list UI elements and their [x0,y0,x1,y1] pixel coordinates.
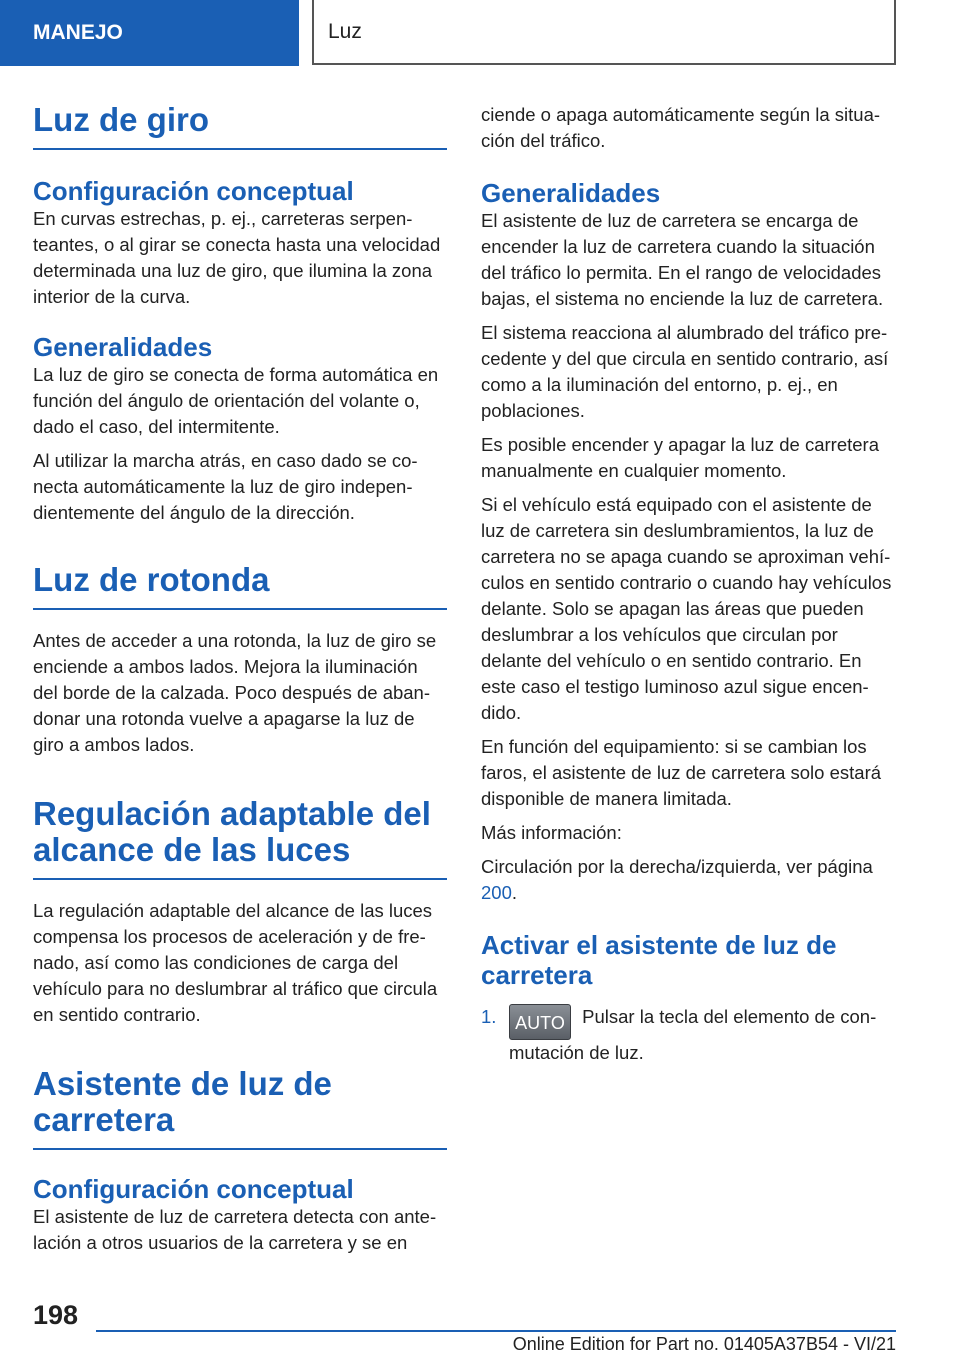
subheading-configuracion: Configuración conceptual [33,1174,354,1204]
left-column [33,102,447,1256]
subheading-generalidades: Generalidades [481,178,661,208]
page-link[interactable]: 200 [481,882,512,903]
chapter-header [312,0,896,65]
right-column [481,102,895,1066]
paragraph: En función del equipamiento: si se cambian los faros, el asistente de luz de carretera solo estará disponible de manera limitada. [481,736,882,809]
auto-button-icon: AUTO [509,1004,571,1040]
subheading-configuracion: Configuración conceptual [33,176,354,206]
reference-end: . [511,882,518,903]
paragraph: La luz de giro se conecta de forma automática en función del ángulo de orientación del volante o, dado el caso, del intermitente. [33,364,439,437]
chapter-title: Luz [328,19,362,43]
paragraph: La regulación adaptable del alcance de las luces compensa los procesos de aceleración y de frenado, así como las condiciones de carga del vehículo para no deslumbrar al tráfico que circula en sentido contrario. [33,900,438,1025]
subheading-generalidades: Generalidades [33,332,213,362]
heading-asistente: Asistente de luz de carretera [33,1066,447,1150]
section-title: MANEJO [33,21,123,44]
step-text: Pulsar la tecla del elemento de conmutación de luz. [509,1006,877,1063]
heading-luz-de-rotonda: Luz de rotonda [33,562,447,610]
step-1 [481,1004,895,1066]
paragraph: El asistente de luz de carretera se encarga de encender la luz de carretera cuando la situación del tráfico lo permita. En el rango de velocidades bajas, el sistema no enciende la luz de carretera. [481,210,884,309]
subheading-activar: Activar el asistente de luz de carretera [481,930,837,990]
cross-reference [481,854,895,906]
paragraph: Es posible encender y apagar la luz de carretera manualmente en cualquier momento. [481,434,879,481]
heading-luz-de-giro: Luz de giro [33,102,447,150]
footer-edition: Online Edition for Part no. 01405A37B54 - VI/21 [512,1334,896,1354]
footer-divider [96,1330,896,1332]
paragraph: El sistema reacciona al alumbrado del tráfico precedente y del que circula en sentido contrario, así como a la iluminación del entorno, p. ej., en poblaciones. [481,322,889,421]
step-number: 1. [481,1006,497,1027]
page-number: 198 [33,1300,79,1330]
paragraph: Si el vehículo está equipado con el asistente de luz de carretera sin deslumbramientos, la luz de carretera no se apaga cuando se aproximan vehículos en sentido contrario o cuando hay vehículos delante. Solo se apagan las áreas que pueden deslumbrar a los vehículos que circulan por delante del vehículo o en sentido contrario. En este caso el testigo luminoso azul sigue encendido. [481,494,892,723]
paragraph: Más información: [481,822,622,843]
heading-regulacion: Regulación adaptable del alcance de las luces [33,796,447,880]
paragraph: El asistente de luz de carretera detecta con antelación a otros usuarios de la carretera y se en [33,1206,437,1253]
paragraph: Al utilizar la marcha atrás, en caso dado se conecta automáticamente la luz de giro independientemente del ángulo de la dirección. [33,450,418,523]
paragraph: Antes de acceder a una rotonda, la luz de giro se enciende a ambos lados. Mejora la iluminación del borde de la calzada. Poco después de abandonar una rotonda vuelve a apagarse la luz de giro a ambos lados. [33,630,437,755]
section-tab [0,0,299,66]
paragraph: ciende o apaga automáticamente según la situación del tráfico. [481,104,881,151]
paragraph: En curvas estrechas, p. ej., carreteras serpenteantes, o al girar se conecta hasta una velocidad determinada una luz de giro, que ilumina la zona interior de la curva. [33,208,441,307]
reference-text: Circulación por la derecha/izquierda, ver página [481,856,873,877]
